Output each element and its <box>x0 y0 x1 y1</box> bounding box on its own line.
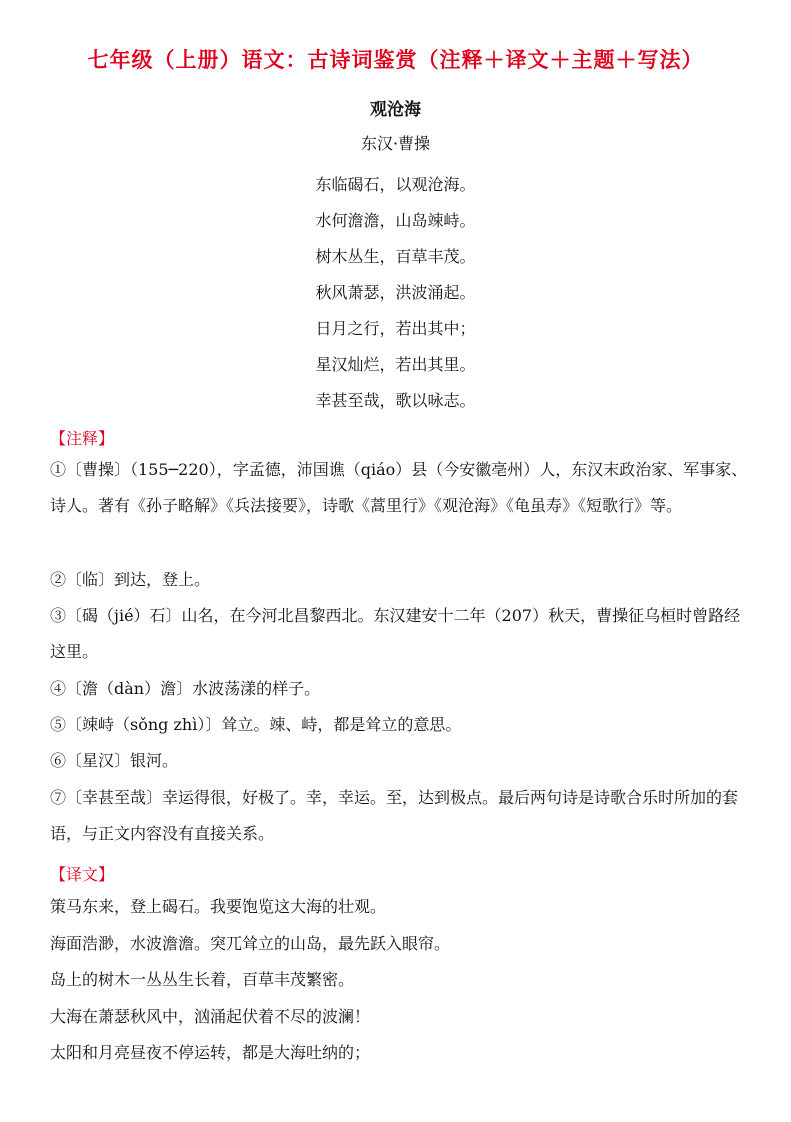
poem-body <box>0 167 791 419</box>
translation-line: 太阳和月亮昼夜不停运转，都是大海吐纳的； <box>50 1043 371 1062</box>
translation-line: 海面浩渺，水波澹澹。突兀耸立的山岛，最先跃入眼帘。 <box>50 934 451 953</box>
notes-label: 【注释】 <box>50 429 115 448</box>
poem-line: 东临碣石，以观沧海。 <box>315 175 476 194</box>
note-item: ②〔临〕到达，登上。 <box>50 570 211 589</box>
poem-line: 水何澹澹，山岛竦峙。 <box>315 211 476 230</box>
note-item: ④〔澹（dàn）澹〕水波荡漾的样子。 <box>50 679 321 698</box>
poem-author: 东汉·曹操 <box>360 134 431 153</box>
note-item: ③〔碣（jié）石〕山名，在今河北昌黎西北。东汉建安十二年（207）秋天，曹操征乌桓时曾路经这里。 <box>50 606 741 661</box>
document-title: 七年级（上册）语文：古诗词鉴赏（注释＋译文＋主题＋写法） <box>87 48 704 72</box>
poem-line: 日月之行，若出其中； <box>315 319 476 338</box>
translation-line: 岛上的树木一丛丛生长着，百草丰茂繁密。 <box>50 970 355 989</box>
note-item: ⑤〔竦峙（sǒng zhì）〕耸立。竦、峙，都是耸立的意思。 <box>50 715 462 734</box>
poem-line: 星汉灿烂，若出其里。 <box>315 355 476 374</box>
note-item: ⑥〔星汉〕银河。 <box>50 751 179 770</box>
translation-line: 策马东来，登上碣石。我要饱览这大海的壮观。 <box>50 897 387 916</box>
poem-line: 树木丛生，百草丰茂。 <box>315 247 476 266</box>
note-item: ⑦〔幸甚至哉〕幸运得很，好极了。幸，幸运。至，达到极点。最后两句诗是诗歌合乐时所加的套语，与正文内容没有直接关系。 <box>50 788 739 843</box>
note-item: ①〔曹操〕（155─220），字孟德，沛国谯（qiáo）县（今安徽亳州）人，东汉末政治家、军事家、诗人。著有《孙子略解》《兵法接要》，诗歌《蒿里行》《观沧海》《龟虽寿》《短歌行》等。 <box>50 460 748 515</box>
poem-line: 幸甚至哉，歌以咏志。 <box>315 391 476 410</box>
poem-title: 观沧海 <box>370 100 421 120</box>
poem-line: 秋风萧瑟，洪波涌起。 <box>315 283 476 302</box>
translation-line: 大海在萧瑟秋风中，汹涌起伏着不尽的波澜！ <box>50 1007 371 1026</box>
translation-label: 【译文】 <box>50 865 115 884</box>
